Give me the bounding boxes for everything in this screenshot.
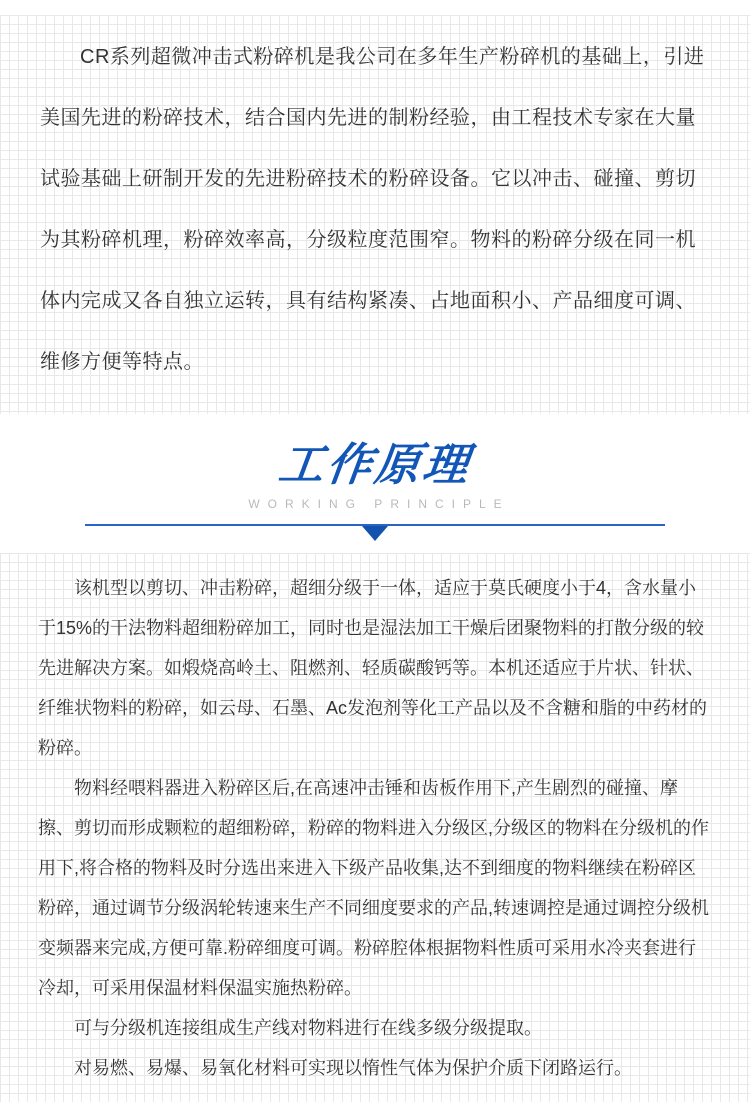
divider-line xyxy=(85,524,665,526)
principle-paragraph: 该机型以剪切、冲击粉碎，超细分级于一体，适应于莫氏硬度小于4，含水量小于15%的干法物料超细粉碎加工，同时也是湿法加工干燥后团聚物料的打散分级的较先进解决方案。如煅烧高岭土、阻燃剂、轻质碳酸钙等。本机还适应于片状、针状、纤维状物料的粉碎，如云母、石墨、Ac发泡剂等化工产品以及不含糖和脂的中药材的粉碎。 xyxy=(38,578,708,758)
down-arrow-icon xyxy=(362,526,388,541)
principle-paragraph: 可与分级机连接组成生产线对物料进行在线多级分级提取。 xyxy=(74,1018,542,1038)
section-title: 工作原理 xyxy=(275,439,475,490)
principle-section xyxy=(0,553,750,1102)
product-description-page xyxy=(0,15,750,1102)
principle-paragraph: 物料经喂料器进入粉碎区后,在高速冲击锤和齿板作用下,产生剧烈的碰撞、摩擦、剪切而形成颗粒的超细粉碎，粉碎的物料进入分级区,分级区的物料在分级机的作用下,将合格的物料及时分选出来进入下级产品收集,达不到细度的物料继续在粉碎区粉碎，通过调节分级涡轮转速来生产不同细度要求的产品,转速调控是通过调控分级机变频器来完成,方便可靠.粉碎细度可调。粉碎腔体根据物料性质可采用水冷夹套进行冷却，可采用保温材料保温实施热粉碎。 xyxy=(38,778,709,998)
intro-section xyxy=(0,15,750,414)
principle-paragraph: 对易燃、易爆、易氧化材料可实现以惰性气体为保护介质下闭路运行。 xyxy=(74,1058,632,1078)
intro-paragraph: CR系列超微冲击式粉碎机是我公司在多年生产粉碎机的基础上，引进美国先进的粉碎技术，结合国内先进的制粉经验，由工程技术专家在大量试验基础上研制开发的先进粉碎技术的粉碎设备。它以冲击、碰撞、剪切为其粉碎机理，粉碎效率高，分级粒度范围窄。物料的粉碎分级在同一机体内完成又各自独立运转，具有结构紧凑、占地面积小、产品细度可调、维修方便等特点。 xyxy=(40,46,705,373)
section-subtitle: WORKING PRINCIPLE xyxy=(248,497,510,511)
working-principle-header xyxy=(0,414,750,553)
